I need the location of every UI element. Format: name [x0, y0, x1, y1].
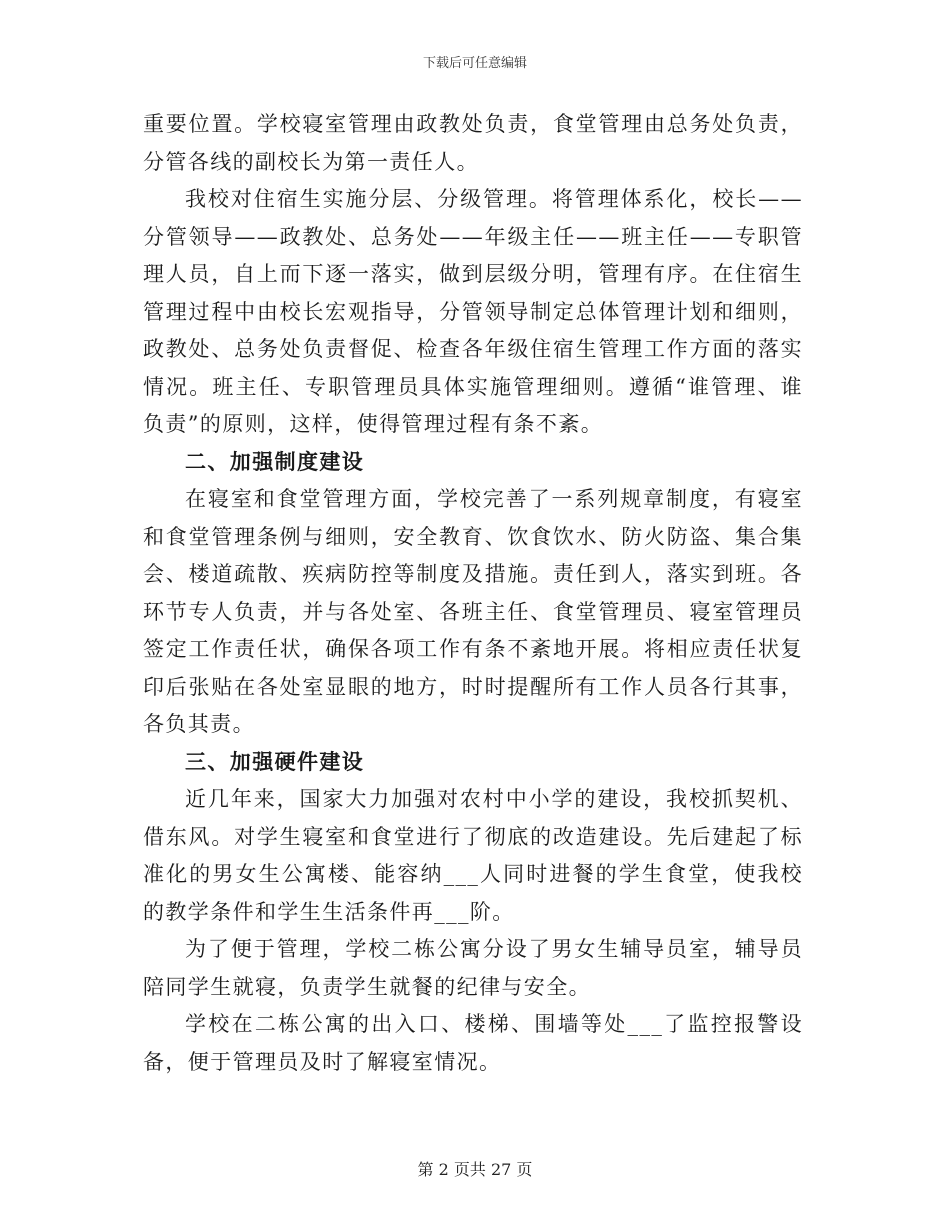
paragraph-3: 在寝室和食堂管理方面，学校完善了一系列规章制度，有寝室和食堂管理条例与细则，安全教育、饮食饮水、防火防盗、集合集会、楼道疏散、疾病防控等制度及措施。责任到人，落实到班。各环节专人负责，并与各处室、各班主任、食堂管理员、寝室管理员签定工作责任状，确保各项工作有条不紊地开展。将相应责任状复印后张贴在各处室显眼的地方，时时提醒所有工作人员各行其事，各负其责。 — [143, 487, 803, 736]
paragraph-6: 学校在二栋公寓的出入口、楼梯、围墙等处___了监控报警设备，便于管理员及时了解寝室情况。 — [143, 1012, 803, 1074]
document-body — [143, 106, 803, 1081]
paragraph-1: 重要位置。学校寝室管理由政教处负责，食堂管理由总务处负责，分管各线的副校长为第一责任人。 — [143, 112, 803, 174]
paragraph-2: 我校对住宿生实施分层、分级管理。将管理体系化，校长——分管领导——政教处、总务处——年级主任——班主任——专职管理人员，自上而下逐一落实，做到层级分明，管理有序。在住宿生管理过程中由校长宏观指导，分管领导制定总体管理计划和细则，政教处、总务处负责督促、检查各年级住宿生管理工作方面的落实情况。班主任、专职管理员具体实施管理细则。遵循“谁管理、谁负责”的原则，这样，使得管理过程有条不紊。 — [143, 187, 803, 436]
paragraph-4: 近几年来，国家大力加强对农村中小学的建设，我校抓契机、借东风。对学生寝室和食堂进行了彻底的改造建设。先后建起了标准化的男女生公寓楼、能容纳___人同时进餐的学生食堂，使我校的教学条件和学生生活条件再___阶。 — [143, 787, 803, 924]
section-heading-2: 二、加强制度建设 — [185, 449, 365, 474]
page-footer: 第 2 页共 27 页 — [417, 1160, 533, 1179]
section-heading-3: 三、加强硬件建设 — [185, 749, 365, 774]
paragraph-5: 为了便于管理，学校二栋公寓分设了男女生辅导员室，辅导员陪同学生就寝，负责学生就餐的纪律与安全。 — [143, 937, 803, 999]
page-header: 下载后可任意编辑 — [422, 56, 527, 71]
